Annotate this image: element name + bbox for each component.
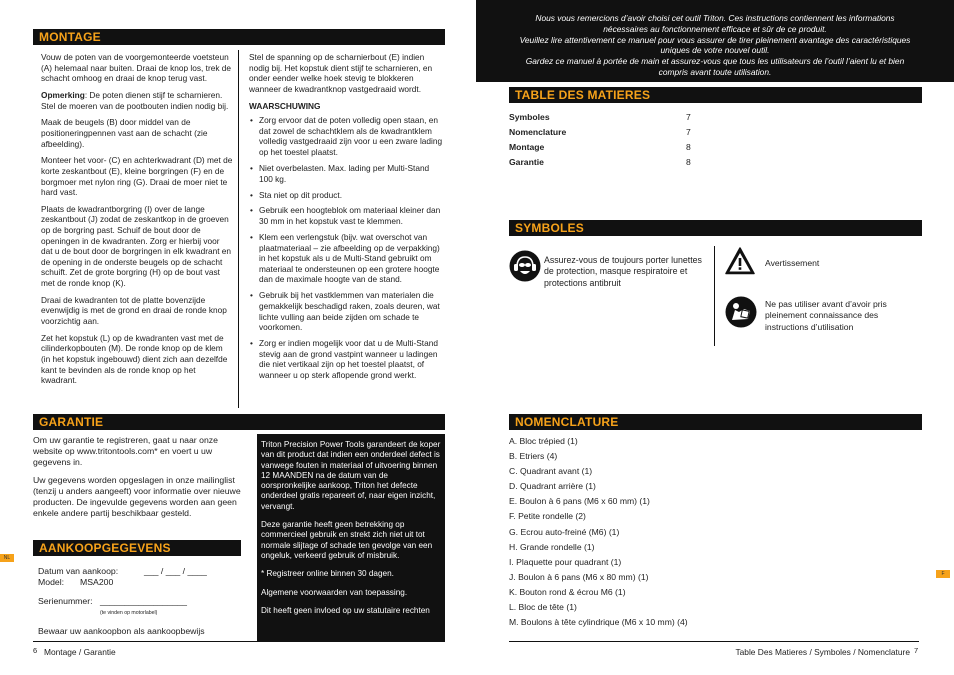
montage-step: Draai de kwadranten tot de platte bovenzijde evenwijdig is met de grond en draai de ronde knop voorzichtig aan. — [41, 294, 227, 326]
garantie-box — [257, 434, 445, 642]
toc-page: 7 — [686, 126, 691, 137]
montage-heading-bar — [33, 29, 445, 45]
aankoop-heading-bar — [33, 540, 241, 556]
model-value: MSA200 — [80, 577, 114, 587]
model-label: Model: — [38, 577, 65, 587]
toc-label: Montage — [509, 141, 545, 152]
nomenclature-heading: NOMENCLATURE — [515, 415, 619, 429]
date-field[interactable]: ___ / ___ / ____ — [144, 566, 207, 576]
page-number-right: 7 — [914, 646, 919, 655]
nomenclature-item: D. Quadrant arrière (1) — [509, 481, 596, 492]
nomenclature-item: B. Etriers (4) — [509, 451, 558, 462]
montage-col1 — [41, 52, 233, 392]
warning-list — [249, 115, 445, 380]
toc-row[interactable] — [509, 109, 691, 124]
nomenclature-item: L. Bloc de tête (1) — [509, 602, 577, 613]
warning-item: • Niet overbelasten. Max. lading per Multi-Stand 100 kg. — [249, 163, 445, 184]
garantie-text — [33, 435, 245, 519]
serial-note: (te vinden op motorlabel) — [100, 610, 158, 616]
garantie-box-text: Triton Precision Power Tools garandeert de koper van dit product dat indien een onderdeel defect is vanwege fouten in materiaal of uitvoering binnen 12 MAANDEN na de datum van de oorspronkelijke aankoop, Triton het defecte onderdeel gratis repareert of, naar eigen inzicht, vervangt. — [261, 440, 441, 511]
read-manual-text: Ne pas utiliser avant d’avoir pris pleinement connaissance des instructions d’utilisation — [765, 299, 887, 332]
language-tab-nl: NL — [0, 554, 14, 562]
warning-item: • Zorg ervoor dat de poten volledig open staan, en dat zowel de schachtklem als de kwadrantklem volledig vastgedraaid zijn voor u een zware lading op het toestel plaatst. — [249, 115, 445, 157]
serial-row — [38, 596, 248, 607]
nomenclature-item: M. Boulons à tête cylindrique (M6 x 10 mm) (4) — [509, 617, 688, 628]
safety-gear-icon — [509, 250, 541, 282]
toc-page: 7 — [686, 111, 691, 122]
toc-row[interactable] — [509, 154, 691, 169]
column-divider — [238, 50, 239, 408]
toc-row[interactable] — [509, 124, 691, 139]
toc-label: Symboles — [509, 111, 550, 122]
page-number-left: 6 — [33, 646, 38, 655]
garantie-mailing: Uw gegevens worden opgeslagen in onze mailinglist (tenzij u anders aangeeft) voor informatie over nieuwe producten. De ingevulde gegevens worden aan geen enkele andere partij beschikbaar gesteld. — [33, 474, 241, 519]
nomenclature-item: F. Petite rondelle (2) — [509, 511, 586, 522]
intro-box — [476, 0, 954, 82]
garantie-box-text: Algemene voorwaarden van toepassing. — [261, 587, 408, 597]
toc-row[interactable] — [509, 139, 691, 154]
intro-line: Gardez ce manuel à portée de main et assurez-vous que tous les utilisateurs de l’outil l’aient lu et bien compris avant toute utilisation. — [525, 56, 905, 77]
warning-text: Avertissement — [765, 258, 820, 268]
montage-note — [41, 90, 233, 111]
serial-label: Serienummer: — [38, 596, 93, 606]
toc-label: Garantie — [509, 156, 544, 167]
nomenclature-item: G. Ecrou auto-freiné (M6) (1) — [509, 526, 620, 537]
garantie-heading-bar — [33, 414, 445, 430]
aankoop-heading: AANKOOPGEGEVENS — [39, 541, 171, 555]
garantie-register: Om uw garantie te registreren, gaat u naar onze website op www.tritontools.com* en voert u uw gegevens in. — [33, 435, 218, 468]
garantie-box-text: Dit heeft geen invloed op uw statutaire rechten — [261, 605, 430, 615]
footer-rule-right — [509, 641, 919, 642]
montage-step: Vouw de poten van de voorgemonteerde voetsteun (A) helemaal naar buiten. Draai de knop los, trek de schacht omhoog en draai de knop terug vast. — [41, 52, 232, 84]
montage-step: Plaats de kwadrantborgring (I) over de lange zeskantbout (J) zodat de zeskantkop in de groeven op de borgring past. Schuif de bout door de openingen in de kwadranten. Zorg er hierbij voor dat u de bout door de borgringen in elk kwadrant en de opening in de onderste beugels op de schacht schuift. Zet de grote borgring (H) op de bout vast met de ronde knop (K). — [41, 203, 232, 289]
nomenclature-item: H. Grande rondelle (1) — [509, 541, 595, 552]
nomenclature-heading-bar — [509, 414, 922, 430]
garantie-heading: GARANTIE — [39, 415, 104, 429]
nomenclature-item: E. Boulon à 6 pans (M6 x 60 mm) (1) — [509, 496, 650, 507]
footer-left: Montage / Garantie — [44, 647, 116, 657]
montage-step: Zet het kopstuk (L) op de kwadranten vast met de cilinderkopbouten (M). De ronde knop op de klem (in het kopstuk ingebouwd) dient zich aan dezelfde kant te bevinden als de ronde knop op het kwadrant. — [41, 332, 228, 386]
warning-item: • Zorg er indien mogelijk voor dat u de Multi-Stand stevig aan de grond vastpint wanneer u ladingen die niet vertikaal zijn op het toestel plaatst, of wanneer u op sterk aflopende grond werkt. — [249, 338, 445, 380]
garantie-box-text: * Registreer online binnen 30 dagen. — [261, 569, 394, 579]
montage-step: Monteer het voor- (C) en achterkwadrant (D) met de korte zeskantbout (E), kleine borgringen (F) en de borgmoer met nylon ring (G). Draai de moer niet te hard vast. — [41, 155, 233, 198]
toc-page: 8 — [686, 141, 691, 152]
garantie-box-text: Deze garantie heeft geen betrekking op commercieel gebruik en strekt zich niet uit tot normale slijtage of schade ten gevolge van een ongeluk, verkeerd gebruik of misbruik. — [261, 520, 433, 560]
warning-item: • Sta niet op dit product. — [249, 190, 445, 201]
warning-item: • Gebruik een hoogteblok om materiaal kleiner dan 30 mm in het kopstuk vast te klemmen. — [249, 205, 445, 226]
symboles-heading: SYMBOLES — [515, 221, 584, 235]
nomenclature-list — [509, 436, 809, 632]
language-tab-f: F — [936, 570, 950, 578]
symboles-heading-bar — [509, 220, 922, 236]
montage-col2 — [249, 52, 445, 386]
model-row — [38, 577, 248, 588]
nomenclature-item: K. Bouton rond & écrou M6 (1) — [509, 586, 626, 597]
serial-field[interactable]: __________________ — [100, 596, 187, 606]
read-manual-icon — [725, 296, 757, 328]
footer-right: Table Des Matieres / Symboles / Nomenclature — [735, 647, 910, 657]
toc-page: 8 — [686, 156, 691, 167]
montage-heading: MONTAGE — [39, 30, 101, 44]
symbol-divider — [714, 246, 715, 346]
warning-triangle-icon — [725, 247, 755, 275]
warning-item: • Gebruik bij het vastklemmen van materialen die gemakkelijk beschadigd raken, zoals deuren, wat lichte vulling aan beide zijden om schade te voorkomen. — [249, 290, 445, 332]
toc-label: Nomenclature — [509, 126, 567, 137]
footer-rule-left — [33, 641, 445, 642]
date-row — [38, 566, 248, 577]
toc-heading-bar — [509, 87, 922, 103]
nomenclature-item: C. Quadrant avant (1) — [509, 466, 593, 477]
toc-table — [509, 109, 691, 169]
aankoop-form — [38, 566, 248, 637]
nomenclature-item: A. Bloc trépied (1) — [509, 436, 578, 446]
intro-line: Nous vous remercions d’avoir choisi cet outil Triton. Ces instructions contiennent les informations nécessaires au fonctionnement efficace et sûr de ce produit. — [535, 13, 895, 34]
montage-step: Stel de spanning op de scharnierbout (E) indien nodig bij. Het kopstuk dient stijf te scharnieren, en onder eender welke hoek stevig te blokkeren wanneer de kwadrantknop vastgedraaid wordt. — [249, 52, 433, 94]
toc-heading: TABLE DES MATIERES — [515, 88, 651, 102]
warning-item: • Klem een verlengstuk (bijv. wat overschot van plaatmateriaal – zie afbeelding op de verpakking) in het kopstuk als u de Multi-Stand gebruikt om materiaal te ondersteunen op een grotere hoogte dan de maximale hoogte van de stand. — [249, 232, 445, 285]
opmerking-text: : De poten dienen stijf te scharnieren. Stel de moeren van de pootbouten indien nodig bij. — [41, 89, 229, 111]
protection-text: Assurez-vous de toujours porter lunettes de protection, masque respiratoire et protections antibruit — [544, 255, 702, 288]
keep-receipt: Bewaar uw aankoopbon als aankoopbewijs — [38, 626, 205, 636]
date-label: Datum van aankoop: — [38, 566, 119, 576]
nomenclature-item: J. Boulon à 6 pans (M6 x 80 mm) (1) — [509, 571, 649, 582]
nomenclature-item: I. Plaquette pour quadrant (1) — [509, 556, 622, 567]
warning-label: WAARSCHUWING — [249, 100, 321, 111]
intro-line: Veuillez lire attentivement ce manuel pour vous assurer de tirer pleinement avantage des caractéristiques uniques de votre nouvel outil. — [519, 34, 911, 56]
opmerking-label: Opmerking — [41, 89, 85, 100]
montage-step: Maak de beugels (B) door middel van de positioneringpennen vast aan de schacht (zie afbeelding). — [41, 117, 208, 149]
